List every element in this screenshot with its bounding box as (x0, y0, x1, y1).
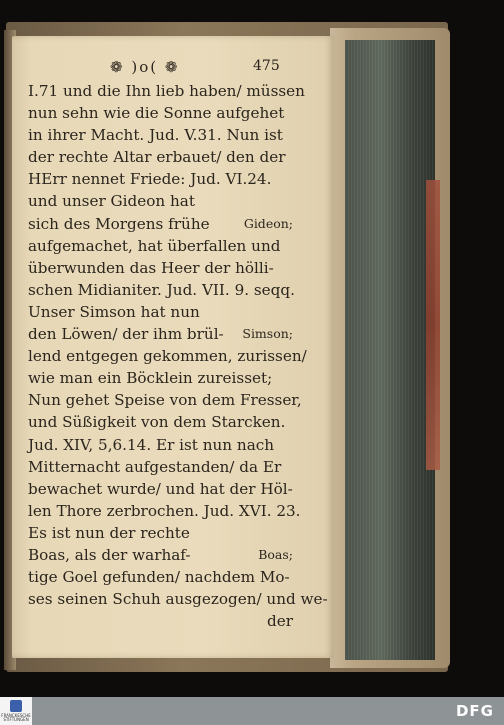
text-line (28, 478, 293, 500)
institution-logo-text: FRANCKESCHE STIFTUNGEN (1, 713, 31, 722)
text-line (28, 367, 293, 389)
line-text: und Süßigkeit von dem Starcken. (28, 413, 286, 432)
text-line (28, 168, 293, 190)
text-line (28, 235, 293, 257)
dfg-logo[interactable]: DFG (455, 702, 494, 720)
text-line (28, 190, 293, 212)
text-line (28, 389, 302, 411)
line-text: lend entgegen gekommen, zurissen/ (28, 347, 307, 366)
text-line (28, 301, 293, 323)
line-text: Boas, als der warhaf- (28, 545, 191, 564)
line-text: Es ist nun der rechte (28, 523, 190, 542)
text-line (28, 323, 293, 345)
line-text: Nun gehet Speise von dem Fresser, (28, 391, 302, 410)
text-line (28, 544, 293, 566)
text-line (28, 566, 293, 588)
marginal-note: Gideon; (243, 215, 293, 231)
line-text: und unser Gideon hat (28, 192, 195, 211)
line-text: ses seinen Schuh ausgezogen/ und we- (28, 590, 328, 609)
text-line (28, 522, 293, 544)
text-line (28, 213, 293, 235)
line-text: den Löwen/ der ihm brül- (28, 325, 224, 344)
text-line (28, 80, 305, 102)
marginal-note: Boas; (258, 546, 293, 562)
line-text: der rechte Altar erbauet/ den der (28, 148, 286, 167)
line-text: Jud. XIV, 5,6.14. Er ist nun nach (28, 435, 275, 454)
line-text: nun sehn wie die Sonne aufgehet (28, 104, 285, 123)
line-text: I.71 und die Ihn lieb haben/ müssen (28, 82, 305, 100)
line-text: schen Midianiter. Jud. VII. 9. seqq. (28, 280, 295, 299)
line-text: tige Goel gefunden/ nachdem Mo- (28, 568, 290, 587)
line-text: wie man ein Böcklein zureisset; (28, 369, 273, 388)
page-header (110, 58, 340, 80)
text-line (28, 279, 293, 301)
page-fore-edge (345, 40, 435, 660)
line-text: aufgemachet, hat überfallen und (28, 236, 281, 255)
header-ornament: ❁ )o( ❁ (110, 58, 180, 76)
line-text: Mitternacht aufgestanden/ da Er (28, 457, 282, 476)
line-text: len Thore zerbrochen. Jud. XVI. 23. (28, 501, 301, 520)
text-line (28, 124, 293, 146)
line-text: Unser Simson hat nun (28, 302, 200, 321)
line-text: HErr nennet Friede: Jud. VI.24. (28, 170, 272, 189)
red-edge-stain (426, 180, 440, 470)
text-line (28, 102, 293, 124)
marginal-note: Simson; (242, 326, 293, 342)
page-number: 475 (253, 58, 280, 74)
text-block (28, 80, 328, 632)
text-line (28, 146, 293, 168)
text-line (28, 500, 301, 522)
text-line (28, 434, 293, 456)
line-text: in ihrer Macht. Jud. V.31. Nun ist (28, 126, 283, 145)
line-text: überwunden das Heer der hölli- (28, 258, 274, 277)
text-line (28, 345, 307, 367)
catchword: der (267, 612, 293, 631)
viewer-footer-bar (0, 697, 504, 725)
text-line (28, 257, 293, 279)
text-line (28, 456, 293, 478)
institution-logo[interactable] (0, 697, 32, 725)
text-line (28, 411, 293, 433)
line-text: sich des Morgens frühe (28, 214, 210, 233)
text-line (28, 588, 328, 610)
line-text: bewachet wurde/ und hat der Höl- (28, 479, 293, 498)
